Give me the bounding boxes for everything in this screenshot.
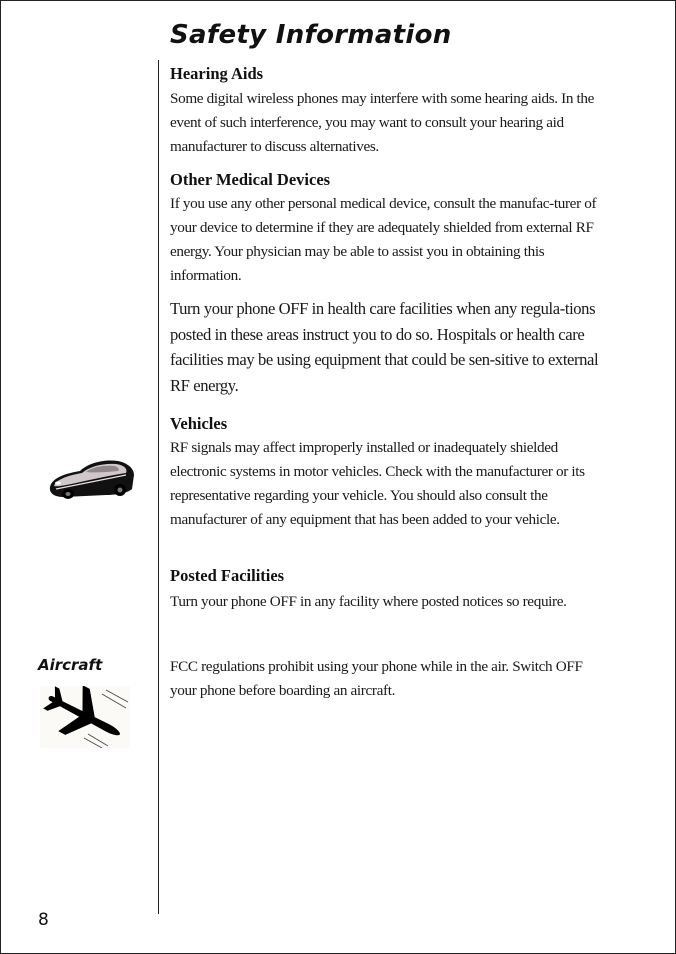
posted-facilities-heading: Posted Facilities xyxy=(170,566,285,585)
airplane-icon xyxy=(40,686,130,748)
aircraft-text: FCC regulations prohibit using your phone while in the air. Switch OFF your phone before boarding an aircraft. xyxy=(170,658,583,699)
medical-devices-heading: Other Medical Devices xyxy=(170,170,331,189)
aircraft-heading: Aircraft xyxy=(38,656,103,674)
page-title: Safety Information xyxy=(170,20,452,50)
medical-devices-text: If you use any other personal medical device, consult the manufac-turer of your device to determine if they are adequately shielded from external RF energy. Your physician may be able to assist you in obtaining this information. xyxy=(170,195,597,284)
posted-facilities-text: Turn your phone OFF in any facility where posted notices so require. xyxy=(170,593,567,610)
health-care-note: Turn your phone OFF in health care facilities when any regula-tions posted in these areas instruct you to do so. Hospitals or health care facilities may be using equipment that could be sen-sitive to external RF energy. xyxy=(170,299,599,395)
hearing-aids-text: Some digital wireless phones may interfere with some hearing aids. In the event of such interference, you may want to consult your hearing aid manufacturer to discuss alternatives. xyxy=(170,90,595,155)
vehicles-text: RF signals may affect improperly installed or inadequately shielded electronic systems in motor vehicles. Check with the manufacturer or its representative regarding your vehicle. You should also consult the manufacturer of any equipment that has been added to your vehicle. xyxy=(170,439,585,528)
vehicles-heading: Vehicles xyxy=(170,414,228,433)
page-number: 8 xyxy=(38,910,49,930)
hearing-aids-heading: Hearing Aids xyxy=(170,64,264,83)
column-divider xyxy=(158,60,159,914)
car-icon xyxy=(46,453,138,503)
